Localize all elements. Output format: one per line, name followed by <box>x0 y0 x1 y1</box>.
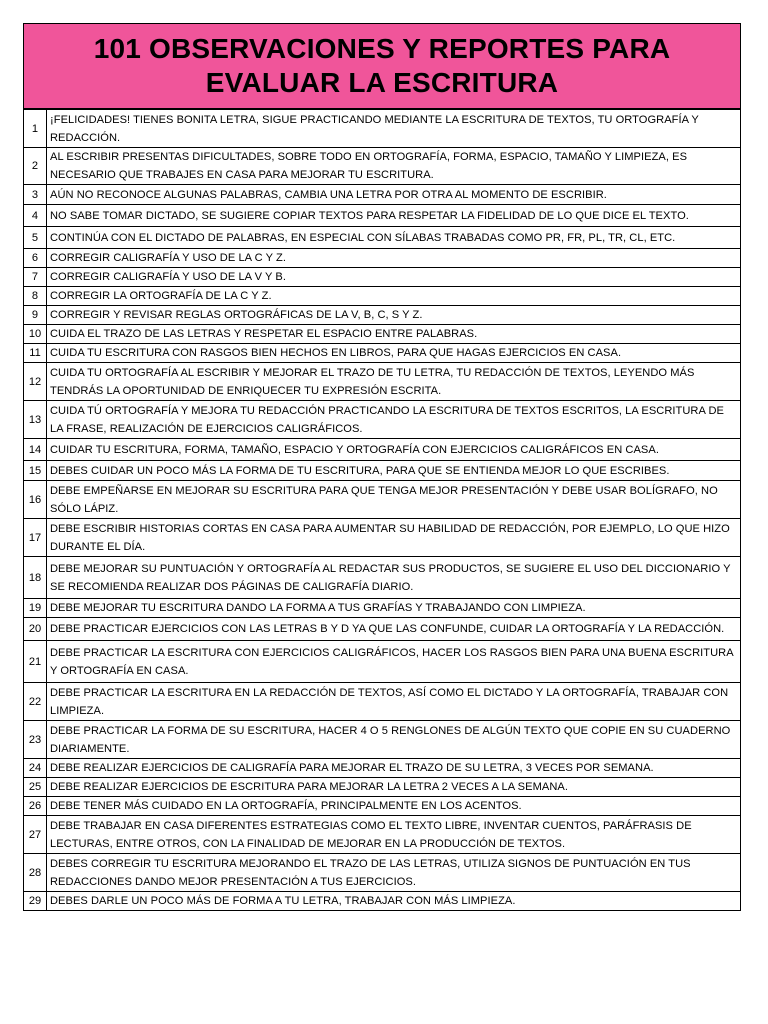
observation-number: 2 <box>24 148 47 185</box>
observation-number: 5 <box>24 227 47 249</box>
observation-number: 3 <box>24 185 47 205</box>
observation-number: 13 <box>24 401 47 439</box>
observation-row <box>24 778 741 797</box>
observation-text: CUIDAR TU ESCRITURA, FORMA, TAMAÑO, ESPACIO Y ORTOGRAFÍA CON EJERCICIOS CALIGRÁFICOS EN CASA. <box>47 439 741 461</box>
observation-row <box>24 325 741 344</box>
observation-text: ¡FELICIDADES! TIENES BONITA LETRA, SIGUE PRACTICANDO MEDIANTE LA ESCRITURA DE TEXTOS, TU ORTOGRAFÍA Y REDACCIÓN. <box>47 110 741 148</box>
observation-text: DEBE REALIZAR EJERCICIOS DE ESCRITURA PARA MEJORAR LA LETRA 2 VECES A LA SEMANA. <box>47 778 741 797</box>
observation-row <box>24 287 741 306</box>
observation-row <box>24 110 741 148</box>
observation-number: 29 <box>24 892 47 911</box>
observation-text: CONTINÚA CON EL DICTADO DE PALABRAS, EN ESPECIAL CON SÍLABAS TRABADAS COMO PR, FR, PL, TR, CL, ETC. <box>47 227 741 249</box>
observation-row <box>24 618 741 641</box>
observation-row <box>24 148 741 185</box>
observation-text: DEBE PRACTICAR EJERCICIOS CON LAS LETRAS B Y D YA QUE LAS CONFUNDE, CUIDAR LA ORTOGRAFÍA Y LA REDACCIÓN. <box>47 618 741 641</box>
observation-text: DEBE TRABAJAR EN CASA DIFERENTES ESTRATEGIAS COMO EL TEXTO LIBRE, INVENTAR CUENTOS, PARÁFRASIS DE LECTURAS, ENTRE OTROS, CON LA FINALIDAD DE MEJORAR EN LA PRODUCCIÓN DE TEXTOS. <box>47 816 741 854</box>
observation-number: 23 <box>24 721 47 759</box>
observation-text: AÚN NO RECONOCE ALGUNAS PALABRAS, CAMBIA UNA LETRA POR OTRA AL MOMENTO DE ESCRIBIR. <box>47 185 741 205</box>
observation-number: 12 <box>24 363 47 401</box>
observation-text: CORREGIR Y REVISAR REGLAS ORTOGRÁFICAS DE LA V, B, C, S Y Z. <box>47 306 741 325</box>
observation-text: CUIDA TÚ ORTOGRAFÍA Y MEJORA TU REDACCIÓN PRACTICANDO LA ESCRITURA DE TEXTOS ESCRITOS, LA ESCRITURA DE LA FRASE, REALIZACIÓN DE EJERCICIOS CALIGRÁFICOS. <box>47 401 741 439</box>
observation-row <box>24 599 741 618</box>
observation-text: DEBE MEJORAR TU ESCRITURA DANDO LA FORMA A TUS GRAFÍAS Y TRABAJANDO CON LIMPIEZA. <box>47 599 741 618</box>
observation-number: 21 <box>24 641 47 683</box>
observation-number: 8 <box>24 287 47 306</box>
observation-text: DEBE TENER MÁS CUIDADO EN LA ORTOGRAFÍA, PRINCIPALMENTE EN LOS ACENTOS. <box>47 797 741 816</box>
observation-row <box>24 461 741 481</box>
observation-row <box>24 519 741 557</box>
observation-row <box>24 683 741 721</box>
observation-number: 11 <box>24 344 47 363</box>
observation-row <box>24 227 741 249</box>
observation-number: 24 <box>24 759 47 778</box>
observation-row <box>24 439 741 461</box>
observations-sheet <box>23 23 741 911</box>
document-title <box>23 23 741 109</box>
observation-text: DEBE ESCRIBIR HISTORIAS CORTAS EN CASA PARA AUMENTAR SU HABILIDAD DE REDACCIÓN, POR EJEMPLO, LO QUE HIZO DURANTE EL DÍA. <box>47 519 741 557</box>
observation-row <box>24 759 741 778</box>
observation-number: 22 <box>24 683 47 721</box>
observation-row <box>24 816 741 854</box>
observation-row <box>24 481 741 519</box>
observation-number: 4 <box>24 205 47 227</box>
observation-text: CUIDA TU ESCRITURA CON RASGOS BIEN HECHOS EN LIBROS, PARA QUE HAGAS EJERCICIOS EN CASA. <box>47 344 741 363</box>
title-line-2: EVALUAR LA ESCRITURA <box>205 67 559 98</box>
observation-number: 18 <box>24 557 47 599</box>
observation-row <box>24 185 741 205</box>
observation-row <box>24 401 741 439</box>
observation-number: 28 <box>24 854 47 892</box>
observation-number: 17 <box>24 519 47 557</box>
observation-number: 19 <box>24 599 47 618</box>
observation-row <box>24 854 741 892</box>
observation-text: DEBE PRACTICAR LA ESCRITURA EN LA REDACCIÓN DE TEXTOS, ASÍ COMO EL DICTADO Y LA ORTOGRAFÍA, TRABAJAR CON LIMPIEZA. <box>47 683 741 721</box>
observation-row <box>24 892 741 911</box>
observation-text: CORREGIR CALIGRAFÍA Y USO DE LA C Y Z. <box>47 249 741 268</box>
observation-row <box>24 306 741 325</box>
observation-number: 6 <box>24 249 47 268</box>
observation-row <box>24 797 741 816</box>
observations-table-body <box>24 110 741 911</box>
observation-text: CUIDA TU ORTOGRAFÍA AL ESCRIBIR Y MEJORAR EL TRAZO DE TU LETRA, TU REDACCIÓN DE TEXTOS, LEYENDO MÁS TENDRÁS LA OPORTUNIDAD DE ENRIQUECER TU EXPRESIÓN ESCRITA. <box>47 363 741 401</box>
observation-text: DEBES CORREGIR TU ESCRITURA MEJORANDO EL TRAZO DE LAS LETRAS, UTILIZA SIGNOS DE PUNTUACIÓN EN TUS REDACCIONES DANDO MEJOR PRESENTACIÓN A TUS EJERCICIOS. <box>47 854 741 892</box>
observation-number: 27 <box>24 816 47 854</box>
observation-row <box>24 205 741 227</box>
observation-text: DEBE MEJORAR SU PUNTUACIÓN Y ORTOGRAFÍA AL REDACTAR SUS PRODUCTOS, SE SUGIERE EL USO DEL DICCIONARIO Y SE RECOMIENDA REALIZAR DOS PÁGINAS DE CALIGRAFÍA DIARIO. <box>47 557 741 599</box>
observation-row <box>24 268 741 287</box>
title-line-1: 101 OBSERVACIONES Y REPORTES PARA <box>93 33 671 64</box>
observation-row <box>24 641 741 683</box>
observation-text: AL ESCRIBIR PRESENTAS DIFICULTADES, SOBRE TODO EN ORTOGRAFÍA, FORMA, ESPACIO, TAMAÑO Y LIMPIEZA, ES NECESARIO QUE TRABAJES EN CASA PARA MEJORAR TU ESCRITURA. <box>47 148 741 185</box>
observation-row <box>24 249 741 268</box>
observation-text: CORREGIR CALIGRAFÍA Y USO DE LA V Y B. <box>47 268 741 287</box>
observation-text: DEBE PRACTICAR LA ESCRITURA CON EJERCICIOS CALIGRÁFICOS, HACER LOS RASGOS BIEN PARA UNA BUENA ESCRITURA Y ORTOGRAFÍA EN CASA. <box>47 641 741 683</box>
observation-text: DEBE PRACTICAR LA FORMA DE SU ESCRITURA, HACER 4 O 5 RENGLONES DE ALGÚN TEXTO QUE COPIE EN SU CUADERNO DIARIAMENTE. <box>47 721 741 759</box>
observations-table <box>23 109 741 911</box>
observation-text: DEBE REALIZAR EJERCICIOS DE CALIGRAFÍA PARA MEJORAR EL TRAZO DE SU LETRA, 3 VECES POR SEMANA. <box>47 759 741 778</box>
observation-number: 20 <box>24 618 47 641</box>
observation-number: 16 <box>24 481 47 519</box>
observation-text: CORREGIR LA ORTOGRAFÍA DE LA C Y Z. <box>47 287 741 306</box>
observation-number: 26 <box>24 797 47 816</box>
observation-number: 7 <box>24 268 47 287</box>
observation-row <box>24 363 741 401</box>
observation-number: 9 <box>24 306 47 325</box>
observation-row <box>24 721 741 759</box>
observation-row <box>24 344 741 363</box>
observation-number: 14 <box>24 439 47 461</box>
observation-number: 10 <box>24 325 47 344</box>
observation-number: 15 <box>24 461 47 481</box>
observation-text: NO SABE TOMAR DICTADO, SE SUGIERE COPIAR TEXTOS PARA RESPETAR LA FIDELIDAD DE LO QUE DICE EL TEXTO. <box>47 205 741 227</box>
observation-text: CUIDA EL TRAZO DE LAS LETRAS Y RESPETAR EL ESPACIO ENTRE PALABRAS. <box>47 325 741 344</box>
observation-text: DEBE EMPEÑARSE EN MEJORAR SU ESCRITURA PARA QUE TENGA MEJOR PRESENTACIÓN Y DEBE USAR BOLÍGRAFO, NO SÓLO LÁPIZ. <box>47 481 741 519</box>
observation-text: DEBES DARLE UN POCO MÁS DE FORMA A TU LETRA, TRABAJAR CON MÁS LIMPIEZA. <box>47 892 741 911</box>
observation-row <box>24 557 741 599</box>
observation-number: 1 <box>24 110 47 148</box>
observation-number: 25 <box>24 778 47 797</box>
observation-text: DEBES CUIDAR UN POCO MÁS LA FORMA DE TU ESCRITURA, PARA QUE SE ENTIENDA MEJOR LO QUE ESCRIBES. <box>47 461 741 481</box>
